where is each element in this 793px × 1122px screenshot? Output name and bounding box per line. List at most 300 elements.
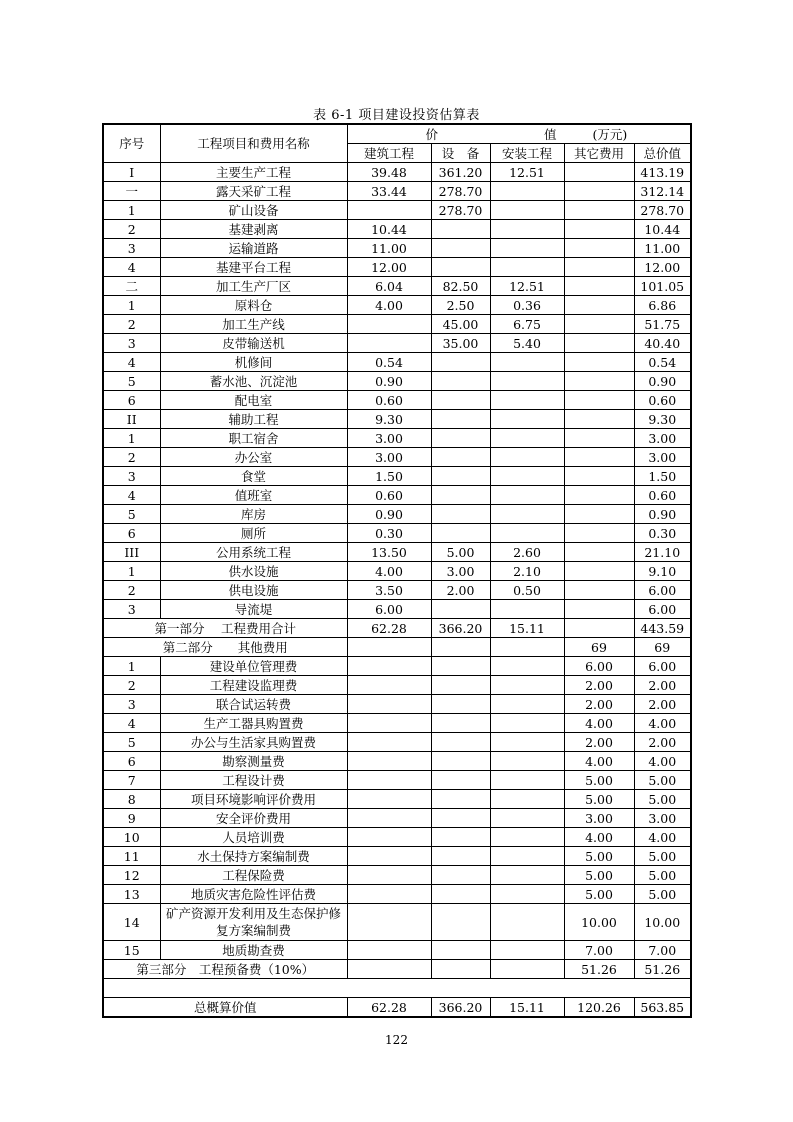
table-row — [103, 277, 691, 296]
cell-no: 4 — [103, 714, 160, 733]
cell-total: 278.70 — [634, 201, 691, 220]
table-row — [103, 581, 691, 600]
cell-construction — [347, 657, 431, 676]
cell-installation — [490, 676, 564, 695]
cell-name: 地质勘查费 — [160, 941, 347, 960]
cell-construction — [347, 828, 431, 847]
cell-no: 1 — [103, 562, 160, 581]
cell-total: 5.00 — [634, 771, 691, 790]
cell-name: 加工生产线 — [160, 315, 347, 334]
cell-equipment: 361.20 — [431, 163, 490, 182]
table-row — [103, 486, 691, 505]
cell-name: 值班室 — [160, 486, 347, 505]
cell-other: 4.00 — [564, 828, 634, 847]
header-col-construction: 建筑工程 — [347, 144, 431, 163]
table-row — [103, 467, 691, 486]
cell-name: 勘察测量费 — [160, 752, 347, 771]
cell-other: 5.00 — [564, 885, 634, 904]
cell-no: 4 — [103, 258, 160, 277]
cell-total: 3.00 — [634, 429, 691, 448]
cell-equipment — [431, 904, 490, 941]
subtotal-label: 第三部分 工程预备费（10%） — [103, 960, 347, 979]
cell-construction: 0.90 — [347, 372, 431, 391]
investment-estimate-table — [102, 123, 692, 1018]
cell-construction — [347, 638, 431, 657]
cell-other — [564, 505, 634, 524]
cell-total: 0.30 — [634, 524, 691, 543]
table-row — [103, 885, 691, 904]
cell-other — [564, 600, 634, 619]
table-row — [103, 220, 691, 239]
cell-equipment — [431, 600, 490, 619]
cell-installation — [490, 524, 564, 543]
table-row — [103, 809, 691, 828]
cell-installation — [490, 220, 564, 239]
cell-name: 配电室 — [160, 391, 347, 410]
cell-name: 项目环境影响评价费用 — [160, 790, 347, 809]
cell-construction — [347, 885, 431, 904]
cell-installation — [490, 752, 564, 771]
cell-construction: 62.28 — [347, 619, 431, 638]
header-row-1 — [103, 124, 691, 144]
cell-construction — [347, 847, 431, 866]
cell-other — [564, 467, 634, 486]
cell-no: 10 — [103, 828, 160, 847]
cell-installation — [490, 866, 564, 885]
cell-construction: 3.50 — [347, 581, 431, 600]
cell-construction: 10.44 — [347, 220, 431, 239]
cell-total: 3.00 — [634, 809, 691, 828]
cell-construction — [347, 714, 431, 733]
cell-installation — [490, 486, 564, 505]
table-row — [103, 182, 691, 201]
cell-name: 人员培训费 — [160, 828, 347, 847]
cell-other: 2.00 — [564, 733, 634, 752]
cell-construction — [347, 334, 431, 353]
table-row — [103, 752, 691, 771]
table-row — [103, 524, 691, 543]
cell-name: 安全评价费用 — [160, 809, 347, 828]
subtotal-label: 第一部分 工程费用合计 — [103, 619, 347, 638]
cell-construction: 3.00 — [347, 448, 431, 467]
table-caption: 表 6-1 项目建设投资估算表 — [313, 108, 480, 123]
cell-no: 7 — [103, 771, 160, 790]
cell-other — [564, 163, 634, 182]
cell-total: 563.85 — [634, 998, 691, 1018]
header-col-installation: 安装工程 — [490, 144, 564, 163]
cell-equipment — [431, 638, 490, 657]
cell-no: 2 — [103, 315, 160, 334]
cell-other — [564, 334, 634, 353]
header-no: 序号 — [103, 124, 160, 163]
cell-installation — [490, 201, 564, 220]
cell-total: 1.50 — [634, 467, 691, 486]
table-row — [103, 847, 691, 866]
table-row — [103, 448, 691, 467]
cell-total: 51.75 — [634, 315, 691, 334]
cell-total: 312.14 — [634, 182, 691, 201]
page-number: 122 — [385, 1033, 408, 1047]
cell-name: 加工生产厂区 — [160, 277, 347, 296]
cell-other — [564, 239, 634, 258]
cell-construction — [347, 771, 431, 790]
cell-no: 9 — [103, 809, 160, 828]
cell-total: 443.59 — [634, 619, 691, 638]
cell-total: 2.00 — [634, 733, 691, 752]
cell-equipment — [431, 258, 490, 277]
cell-name: 皮带输送机 — [160, 334, 347, 353]
cell-equipment — [431, 391, 490, 410]
cell-other — [564, 315, 634, 334]
cell-other: 69 — [564, 638, 634, 657]
cell-equipment — [431, 429, 490, 448]
cell-no: 1 — [103, 296, 160, 315]
cell-equipment: 35.00 — [431, 334, 490, 353]
cell-equipment — [431, 941, 490, 960]
cell-total: 10.00 — [634, 904, 691, 941]
cell-equipment — [431, 733, 490, 752]
table-row — [103, 676, 691, 695]
cell-other: 2.00 — [564, 676, 634, 695]
cell-no: 5 — [103, 372, 160, 391]
cell-no: 4 — [103, 353, 160, 372]
cell-equipment — [431, 714, 490, 733]
cell-construction: 3.00 — [347, 429, 431, 448]
cell-construction: 0.60 — [347, 391, 431, 410]
cell-construction: 13.50 — [347, 543, 431, 562]
cell-installation — [490, 448, 564, 467]
cell-construction: 9.30 — [347, 410, 431, 429]
cell-no: 12 — [103, 866, 160, 885]
cell-total: 0.90 — [634, 505, 691, 524]
table-row — [103, 258, 691, 277]
cell-no: 3 — [103, 239, 160, 258]
cell-installation — [490, 182, 564, 201]
cell-other: 5.00 — [564, 790, 634, 809]
cell-name: 矿产资源开发利用及生态保护修复方案编制费 — [160, 904, 347, 941]
cell-equipment — [431, 771, 490, 790]
cell-construction: 33.44 — [347, 182, 431, 201]
cell-no: 6 — [103, 524, 160, 543]
cell-installation — [490, 828, 564, 847]
cell-total: 4.00 — [634, 752, 691, 771]
cell-other: 5.00 — [564, 771, 634, 790]
cell-equipment — [431, 657, 490, 676]
cell-other — [564, 391, 634, 410]
cell-construction: 1.50 — [347, 467, 431, 486]
cell-equipment: 5.00 — [431, 543, 490, 562]
cell-no: II — [103, 410, 160, 429]
cell-equipment — [431, 960, 490, 979]
table-row — [103, 790, 691, 809]
table-row — [103, 600, 691, 619]
cell-total: 9.10 — [634, 562, 691, 581]
cell-name: 库房 — [160, 505, 347, 524]
cell-total: 0.60 — [634, 486, 691, 505]
cell-total: 9.30 — [634, 410, 691, 429]
cell-name: 基建剥离 — [160, 220, 347, 239]
table-row — [103, 372, 691, 391]
cell-installation — [490, 771, 564, 790]
cell-total: 413.19 — [634, 163, 691, 182]
cell-installation: 2.60 — [490, 543, 564, 562]
cell-no: 6 — [103, 752, 160, 771]
cell-name: 导流堤 — [160, 600, 347, 619]
header-col-total: 总价值 — [634, 144, 691, 163]
cell-no: 3 — [103, 467, 160, 486]
cell-other: 51.26 — [564, 960, 634, 979]
header-unit: (万元) — [592, 126, 628, 142]
table-row — [103, 733, 691, 752]
cell-equipment: 45.00 — [431, 315, 490, 334]
cell-no: 14 — [103, 904, 160, 941]
cell-other: 10.00 — [564, 904, 634, 941]
cell-total: 51.26 — [634, 960, 691, 979]
table-row — [103, 904, 691, 941]
subtotal-label: 第二部分 其他费用 — [103, 638, 347, 657]
cell-total: 101.05 — [634, 277, 691, 296]
table-row — [103, 410, 691, 429]
cell-no: 5 — [103, 733, 160, 752]
cell-total: 3.00 — [634, 448, 691, 467]
table-row — [103, 163, 691, 182]
cell-other — [564, 581, 634, 600]
cell-total: 4.00 — [634, 714, 691, 733]
part1-total-row — [103, 619, 691, 638]
cell-installation — [490, 410, 564, 429]
cell-other — [564, 486, 634, 505]
cell-installation — [490, 657, 564, 676]
header-name: 工程项目和费用名称 — [160, 124, 347, 163]
cell-name: 水土保持方案编制费 — [160, 847, 347, 866]
cell-equipment: 366.20 — [431, 619, 490, 638]
cell-no: 15 — [103, 941, 160, 960]
cell-no: 一 — [103, 182, 160, 201]
cell-construction — [347, 201, 431, 220]
cell-total: 11.00 — [634, 239, 691, 258]
cell-name: 生产工器具购置费 — [160, 714, 347, 733]
cell-construction: 0.54 — [347, 353, 431, 372]
cell-equipment: 366.20 — [431, 998, 490, 1018]
cell-no: 1 — [103, 657, 160, 676]
cell-no: 2 — [103, 220, 160, 239]
cell-installation: 15.11 — [490, 619, 564, 638]
cell-no: 1 — [103, 429, 160, 448]
cell-equipment: 2.50 — [431, 296, 490, 315]
cell-no: 6 — [103, 391, 160, 410]
cell-equipment — [431, 847, 490, 866]
header-col-other: 其它费用 — [564, 144, 634, 163]
grand-total-row — [103, 998, 691, 1018]
cell-construction — [347, 752, 431, 771]
cell-equipment — [431, 353, 490, 372]
cell-equipment: 2.00 — [431, 581, 490, 600]
cell-name: 工程建设监理费 — [160, 676, 347, 695]
cell-installation — [490, 790, 564, 809]
cell-other — [564, 201, 634, 220]
cell-name: 机修间 — [160, 353, 347, 372]
cell-total: 5.00 — [634, 885, 691, 904]
cell-construction — [347, 790, 431, 809]
cell-other: 7.00 — [564, 941, 634, 960]
cell-construction: 0.90 — [347, 505, 431, 524]
cell-equipment — [431, 809, 490, 828]
cell-other — [564, 296, 634, 315]
cell-no: 3 — [103, 695, 160, 714]
cell-equipment — [431, 790, 490, 809]
cell-name: 食堂 — [160, 467, 347, 486]
cell-equipment — [431, 486, 490, 505]
cell-no: 11 — [103, 847, 160, 866]
cell-total: 69 — [634, 638, 691, 657]
cell-installation — [490, 714, 564, 733]
cell-total: 2.00 — [634, 695, 691, 714]
cell-construction — [347, 676, 431, 695]
cell-construction: 62.28 — [347, 998, 431, 1018]
cell-equipment — [431, 828, 490, 847]
cell-name: 办公室 — [160, 448, 347, 467]
cell-name: 矿山设备 — [160, 201, 347, 220]
cell-installation — [490, 941, 564, 960]
cell-other — [564, 277, 634, 296]
cell-installation — [490, 391, 564, 410]
cell-other: 120.26 — [564, 998, 634, 1018]
cell-no: 1 — [103, 201, 160, 220]
table-row — [103, 828, 691, 847]
cell-no: III — [103, 543, 160, 562]
cell-installation — [490, 904, 564, 941]
table-row — [103, 334, 691, 353]
table-row — [103, 505, 691, 524]
cell-construction: 11.00 — [347, 239, 431, 258]
cell-other: 4.00 — [564, 714, 634, 733]
cell-total: 2.00 — [634, 676, 691, 695]
cell-equipment — [431, 410, 490, 429]
cell-equipment — [431, 220, 490, 239]
cell-construction: 6.00 — [347, 600, 431, 619]
cell-installation — [490, 885, 564, 904]
cell-installation — [490, 467, 564, 486]
cell-name: 辅助工程 — [160, 410, 347, 429]
cell-name: 办公与生活家具购置费 — [160, 733, 347, 752]
cell-name: 建设单位管理费 — [160, 657, 347, 676]
cell-name: 基建平台工程 — [160, 258, 347, 277]
cell-installation: 0.50 — [490, 581, 564, 600]
cell-installation: 0.36 — [490, 296, 564, 315]
table-row — [103, 941, 691, 960]
cell-name: 工程保险费 — [160, 866, 347, 885]
part2-total-row — [103, 638, 691, 657]
cell-total: 0.90 — [634, 372, 691, 391]
cell-name: 主要生产工程 — [160, 163, 347, 182]
table-row — [103, 239, 691, 258]
cell-other — [564, 410, 634, 429]
cell-no: 二 — [103, 277, 160, 296]
cell-installation — [490, 809, 564, 828]
cell-name: 厕所 — [160, 524, 347, 543]
cell-installation: 2.10 — [490, 562, 564, 581]
cell-total: 5.00 — [634, 847, 691, 866]
cell-equipment: 278.70 — [431, 182, 490, 201]
cell-installation: 15.11 — [490, 998, 564, 1018]
cell-name: 露天采矿工程 — [160, 182, 347, 201]
cell-installation — [490, 505, 564, 524]
cell-installation: 12.51 — [490, 163, 564, 182]
cell-other — [564, 562, 634, 581]
cell-no: 2 — [103, 448, 160, 467]
table-row — [103, 771, 691, 790]
cell-equipment — [431, 524, 490, 543]
cell-construction — [347, 315, 431, 334]
cell-no: 5 — [103, 505, 160, 524]
table-row — [103, 866, 691, 885]
cell-installation — [490, 429, 564, 448]
cell-other — [564, 448, 634, 467]
cell-no: 3 — [103, 334, 160, 353]
cell-total: 6.86 — [634, 296, 691, 315]
cell-equipment — [431, 752, 490, 771]
cell-other — [564, 429, 634, 448]
cell-installation: 5.40 — [490, 334, 564, 353]
cell-total: 7.00 — [634, 941, 691, 960]
cell-equipment — [431, 239, 490, 258]
cell-other — [564, 220, 634, 239]
header-price: 价 — [425, 126, 439, 142]
cell-no: I — [103, 163, 160, 182]
cell-other — [564, 524, 634, 543]
cell-other: 5.00 — [564, 866, 634, 885]
table-row — [103, 391, 691, 410]
subtotal-label: 总概算价值 — [103, 998, 347, 1018]
cell-equipment — [431, 505, 490, 524]
table-row — [103, 714, 691, 733]
cell-name: 职工宿舍 — [160, 429, 347, 448]
cell-construction — [347, 866, 431, 885]
cell-equipment — [431, 676, 490, 695]
cell-name: 地质灾害危险性评估费 — [160, 885, 347, 904]
cell-name: 蓄水池、沉淀池 — [160, 372, 347, 391]
cell-total: 10.44 — [634, 220, 691, 239]
cell-no: 8 — [103, 790, 160, 809]
cell-equipment — [431, 866, 490, 885]
blank-cell — [103, 979, 691, 998]
cell-other: 2.00 — [564, 695, 634, 714]
cell-other — [564, 258, 634, 277]
cell-construction: 0.30 — [347, 524, 431, 543]
cell-installation — [490, 733, 564, 752]
header-col-equipment: 设 备 — [431, 144, 490, 163]
cell-total: 6.00 — [634, 600, 691, 619]
cell-equipment — [431, 885, 490, 904]
cell-no: 3 — [103, 600, 160, 619]
table-row — [103, 657, 691, 676]
cell-construction — [347, 695, 431, 714]
cell-construction — [347, 904, 431, 941]
cell-name: 供水设施 — [160, 562, 347, 581]
cell-equipment — [431, 372, 490, 391]
cell-other: 3.00 — [564, 809, 634, 828]
cell-other — [564, 543, 634, 562]
cell-total: 21.10 — [634, 543, 691, 562]
cell-total: 5.00 — [634, 790, 691, 809]
cell-other: 5.00 — [564, 847, 634, 866]
cell-installation — [490, 847, 564, 866]
cell-other — [564, 372, 634, 391]
cell-equipment: 82.50 — [431, 277, 490, 296]
cell-other: 6.00 — [564, 657, 634, 676]
cell-total: 40.40 — [634, 334, 691, 353]
cell-no: 2 — [103, 676, 160, 695]
